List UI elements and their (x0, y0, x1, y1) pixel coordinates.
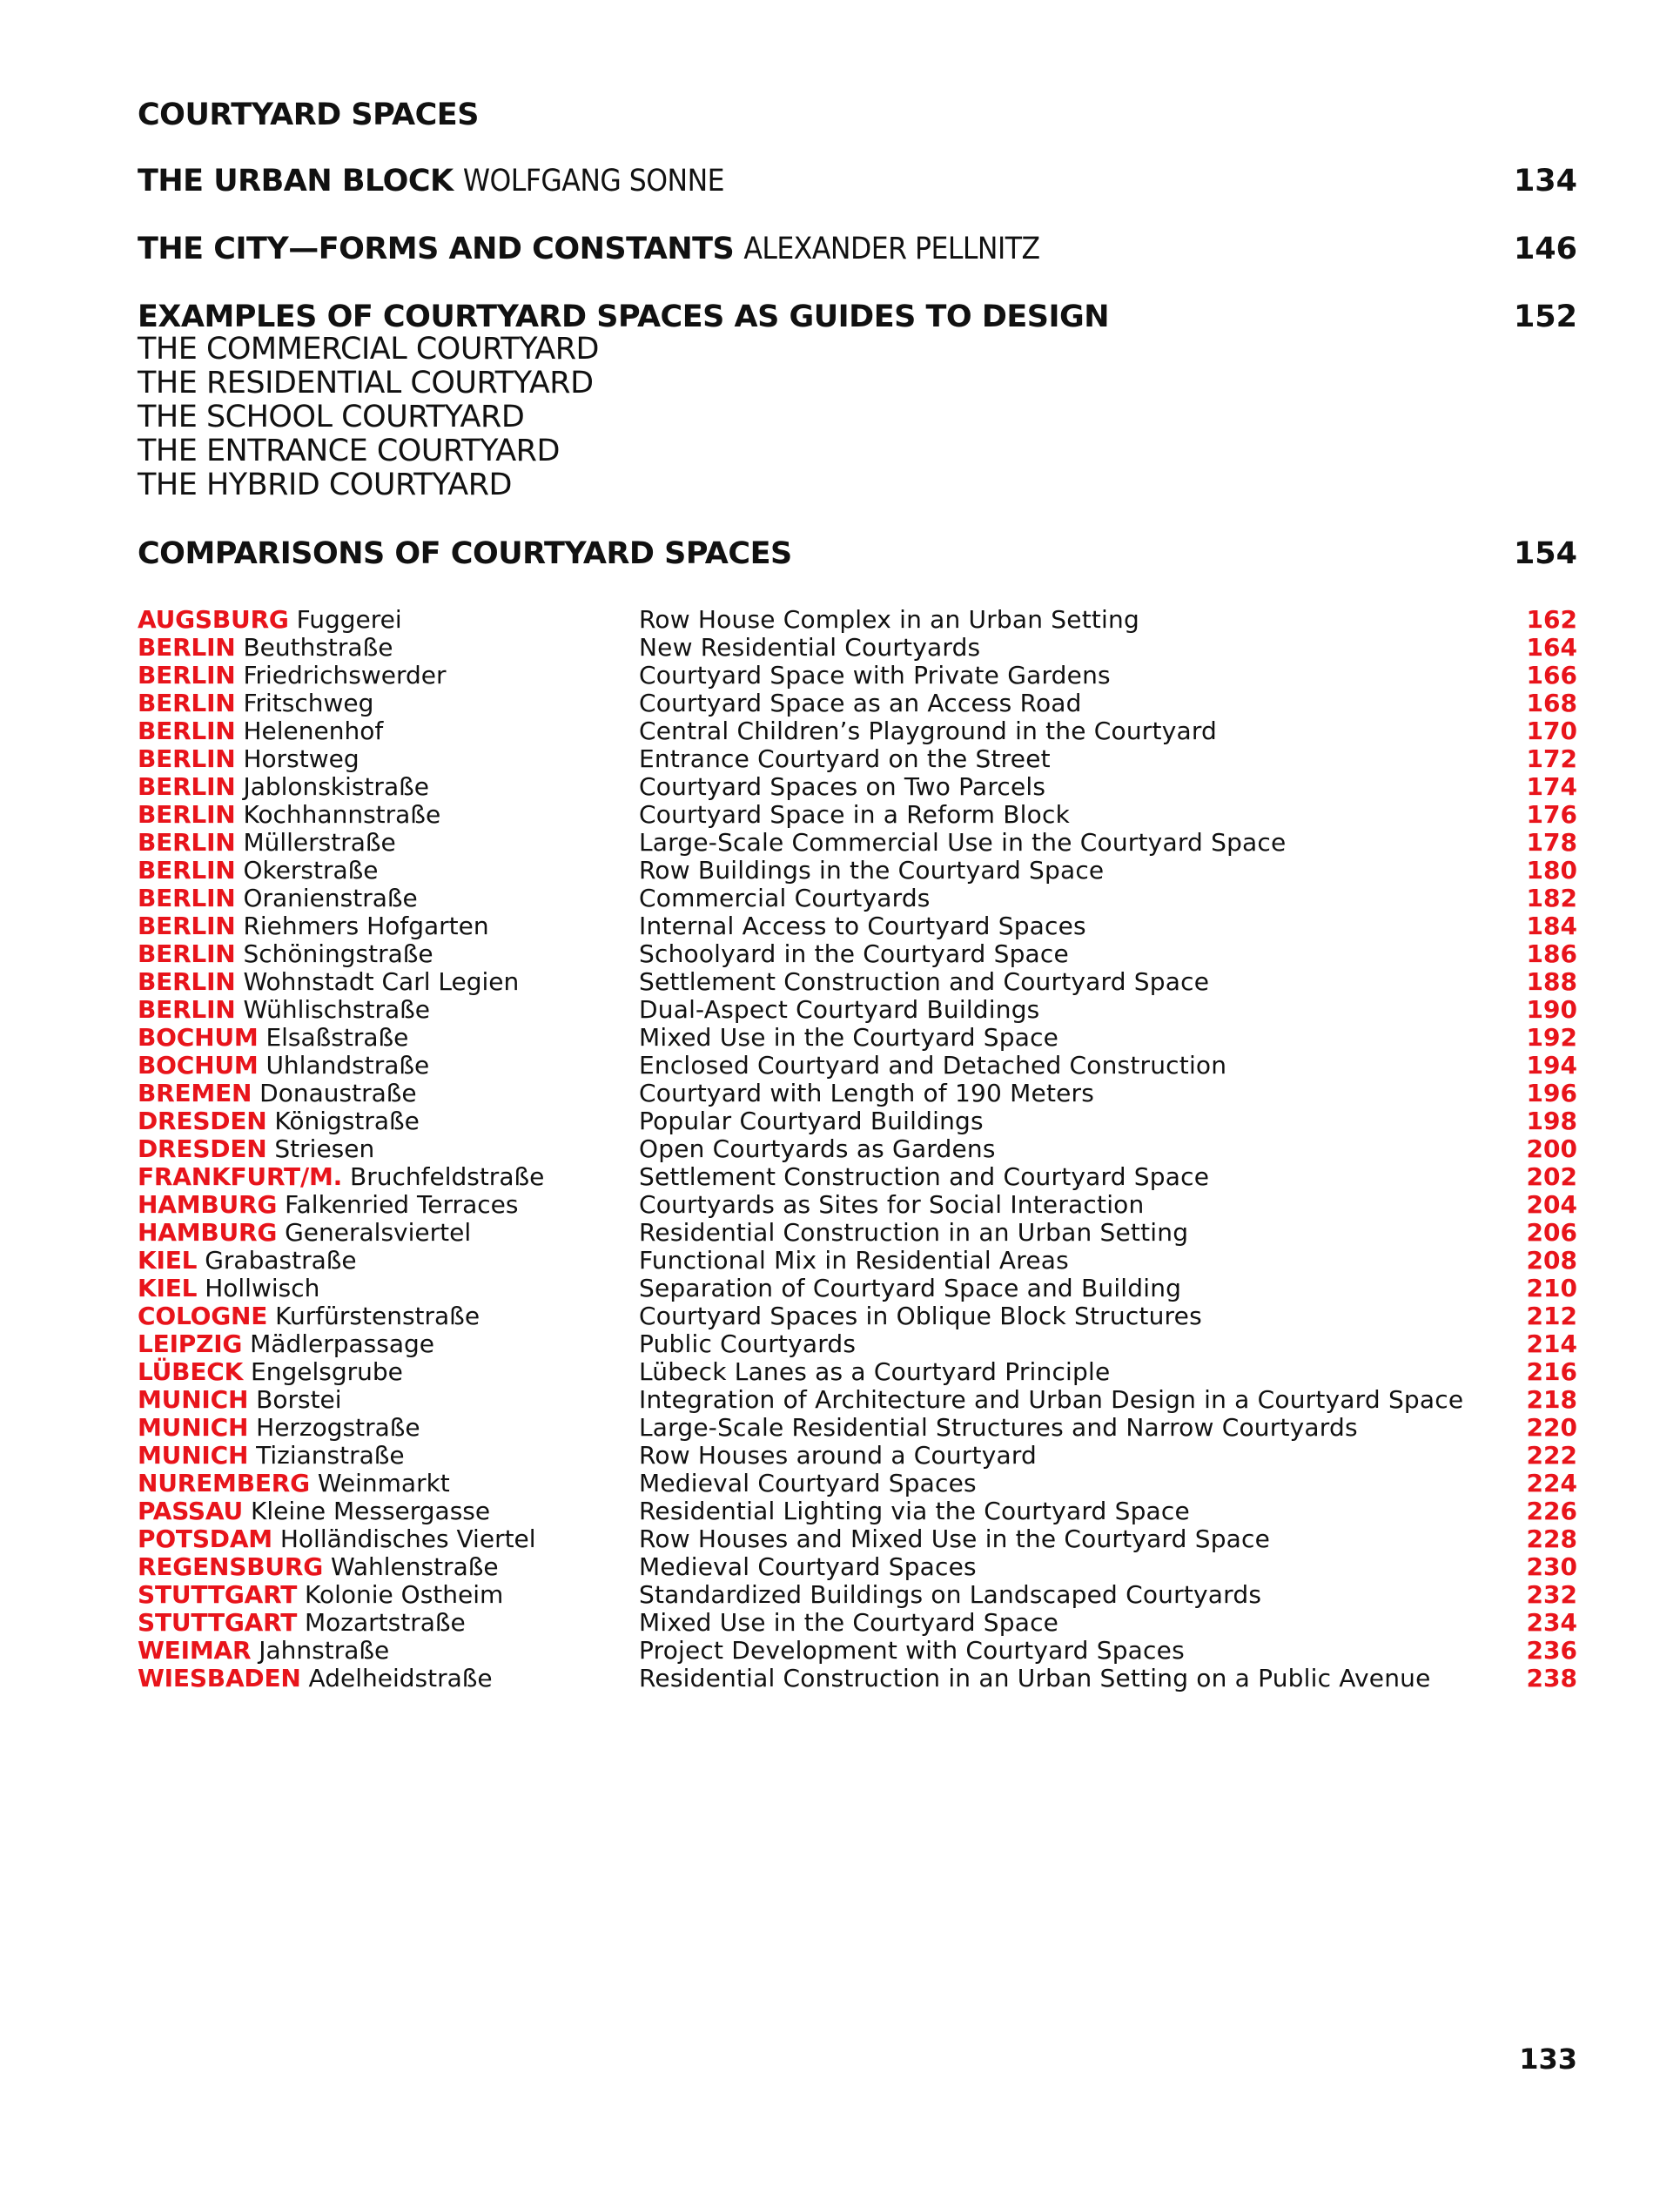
project-description: Medieval Courtyard Spaces (639, 1469, 977, 1497)
street-name: Borstei (256, 1385, 342, 1414)
project-description: Large-Scale Residential Structures and Narrow Courtyards (639, 1413, 1358, 1442)
toc-entry-comparisons[interactable] (138, 536, 1577, 571)
project-description: Schoolyard in the Courtyard Space (639, 939, 1069, 968)
index-row[interactable] (138, 606, 1577, 634)
street-name: Kochhannstraße (243, 800, 441, 829)
street-name: Engelsgrube (251, 1357, 403, 1386)
city-name: BERLIN (138, 717, 236, 745)
city-name: BERLIN (138, 967, 236, 996)
city-name: BOCHUM (138, 1051, 259, 1080)
street-name: Grabastraße (205, 1246, 357, 1275)
index-row[interactable] (138, 857, 1577, 885)
city-name: MUNICH (138, 1385, 249, 1414)
city-name: BERLIN (138, 884, 236, 912)
street-name: Herzogstraße (256, 1413, 420, 1442)
page-ref: 170 (1526, 717, 1577, 745)
index-row[interactable] (138, 1302, 1577, 1330)
city-name: HAMBURG (138, 1218, 278, 1247)
project-description: Commercial Courtyards (639, 884, 931, 912)
city-name: BERLIN (138, 689, 236, 717)
index-row[interactable] (138, 773, 1577, 801)
index-row[interactable] (138, 1330, 1577, 1358)
street-name: Oranienstraße (243, 884, 418, 912)
examples-sub-list (138, 333, 599, 502)
project-description: Settlement Construction and Courtyard Space (639, 967, 1210, 996)
project-description: Internal Access to Courtyard Spaces (639, 912, 1086, 940)
page-ref: 186 (1526, 939, 1577, 968)
street-name: Adelheidstraße (308, 1664, 493, 1693)
page-ref: 228 (1526, 1524, 1577, 1553)
index-row[interactable] (138, 1275, 1577, 1302)
street-name: Königstraße (274, 1107, 420, 1135)
index-row[interactable] (138, 1525, 1577, 1553)
page-ref: 218 (1526, 1385, 1577, 1414)
entry-page: 134 (1513, 164, 1577, 199)
street-name: Kleine Messergasse (250, 1497, 491, 1525)
page-ref: 220 (1526, 1413, 1577, 1442)
page-ref: 168 (1526, 689, 1577, 717)
page-ref: 236 (1526, 1636, 1577, 1665)
project-description: Mixed Use in the Courtyard Space (639, 1608, 1059, 1637)
city-name: KIEL (138, 1246, 198, 1275)
entry-page: 146 (1513, 232, 1577, 266)
page-ref: 224 (1526, 1469, 1577, 1497)
index-row[interactable] (138, 1358, 1577, 1386)
index-row[interactable] (138, 1191, 1577, 1219)
page-ref: 202 (1526, 1162, 1577, 1191)
city-name: BERLIN (138, 772, 236, 801)
city-name: LÜBECK (138, 1357, 244, 1386)
city-name: MUNICH (138, 1441, 249, 1470)
street-name: Jablonskistraße (243, 772, 429, 801)
page-ref: 178 (1526, 828, 1577, 857)
index-row[interactable] (138, 801, 1577, 829)
project-description: New Residential Courtyards (639, 633, 981, 662)
index-row[interactable] (138, 1247, 1577, 1275)
toc-entry-examples[interactable] (138, 299, 1577, 334)
street-name: Generalsviertel (285, 1218, 472, 1247)
entry-author: WOLFGANG SONNE (462, 164, 725, 199)
city-name: BERLIN (138, 744, 236, 773)
project-description: Integration of Architecture and Urban Design in a Courtyard Space (639, 1385, 1464, 1414)
city-name: FRANKFURT/M. (138, 1162, 343, 1191)
section-title: COURTYARD SPACES (138, 98, 479, 132)
page-ref: 192 (1526, 1023, 1577, 1052)
street-name: Holländisches Viertel (279, 1524, 536, 1553)
city-name: DRESDEN (138, 1134, 267, 1163)
city-name: KIEL (138, 1274, 198, 1302)
entry-page: 152 (1513, 299, 1577, 334)
index-row[interactable] (138, 1553, 1577, 1581)
street-name: Kurfürstenstraße (275, 1302, 480, 1330)
index-row[interactable] (138, 1163, 1577, 1191)
street-name: Wahlenstraße (330, 1552, 499, 1581)
project-description: Courtyard with Length of 190 Meters (639, 1079, 1095, 1107)
page-ref: 174 (1526, 772, 1577, 801)
street-name: Fritschweg (243, 689, 374, 717)
index-row[interactable] (138, 1024, 1577, 1052)
street-name: Uhlandstraße (265, 1051, 430, 1080)
entry-title: COMPARISONS OF COURTYARD SPACES (138, 536, 792, 571)
project-description: Residential Lighting via the Courtyard Space (639, 1497, 1190, 1525)
index-row[interactable] (138, 1052, 1577, 1080)
city-name: MUNICH (138, 1413, 249, 1442)
street-name: Tizianstraße (256, 1441, 405, 1470)
page-ref: 232 (1526, 1580, 1577, 1609)
project-description: Large-Scale Commercial Use in the Courtyard Space (639, 828, 1287, 857)
city-name: BERLIN (138, 939, 236, 968)
city-name: BREMEN (138, 1079, 252, 1107)
street-name: Striesen (274, 1134, 375, 1163)
project-description: Separation of Courtyard Space and Building (639, 1274, 1182, 1302)
index-row[interactable] (138, 1609, 1577, 1637)
city-name: LEIPZIG (138, 1329, 243, 1358)
page-ref: 188 (1526, 967, 1577, 996)
street-name: Beuthstraße (243, 633, 393, 662)
city-name: BERLIN (138, 912, 236, 940)
project-description: Settlement Construction and Courtyard Space (639, 1162, 1210, 1191)
page-ref: 180 (1526, 856, 1577, 885)
city-name: WIESBADEN (138, 1664, 301, 1693)
city-name: AUGSBURG (138, 605, 289, 634)
index-row[interactable] (138, 1135, 1577, 1163)
toc-page (138, 0, 1577, 2194)
street-name: Donaustraße (259, 1079, 417, 1107)
project-description: Public Courtyards (639, 1329, 857, 1358)
index-row[interactable] (138, 717, 1577, 745)
index-row[interactable] (138, 745, 1577, 773)
page-ref: 196 (1526, 1079, 1577, 1107)
city-name: BERLIN (138, 995, 236, 1024)
page-ref: 222 (1526, 1441, 1577, 1470)
city-name: WEIMAR (138, 1636, 252, 1665)
project-description: Courtyard Space with Private Gardens (639, 661, 1111, 690)
city-name: COLOGNE (138, 1302, 268, 1330)
toc-entry-urban-block[interactable] (138, 164, 1577, 199)
project-description: Lübeck Lanes as a Courtyard Principle (639, 1357, 1111, 1386)
index-row[interactable] (138, 1470, 1577, 1497)
sub-item[interactable]: THE HYBRID COURTYARD (138, 468, 512, 502)
city-name: NUREMBERG (138, 1469, 310, 1497)
city-name: BERLIN (138, 633, 236, 662)
street-name: Falkenried Terraces (285, 1190, 519, 1219)
page-ref: 212 (1526, 1302, 1577, 1330)
index-row[interactable] (138, 1497, 1577, 1525)
page-number: 133 (1519, 2043, 1577, 2076)
project-description: Courtyard Space in a Reform Block (639, 800, 1070, 829)
toc-entry-city-forms[interactable] (138, 232, 1577, 266)
street-name: Wohnstadt Carl Legien (243, 967, 520, 996)
street-name: Horstweg (243, 744, 360, 773)
project-description: Entrance Courtyard on the Street (639, 744, 1051, 773)
index-row[interactable] (138, 1080, 1577, 1107)
project-description: Medieval Courtyard Spaces (639, 1552, 977, 1581)
street-name: Okerstraße (243, 856, 379, 885)
index-row[interactable] (138, 968, 1577, 996)
project-description: Courtyard Space as an Access Road (639, 689, 1082, 717)
page-ref: 190 (1526, 995, 1577, 1024)
project-description: Row Houses and Mixed Use in the Courtyard Space (639, 1524, 1271, 1553)
index-row[interactable] (138, 912, 1577, 940)
project-description: Dual-Aspect Courtyard Buildings (639, 995, 1040, 1024)
entry-title: EXAMPLES OF COURTYARD SPACES AS GUIDES TO DESIGN (138, 299, 1110, 334)
project-description: Functional Mix in Residential Areas (639, 1246, 1069, 1275)
project-description: Row Houses around a Courtyard (639, 1441, 1038, 1470)
project-description: Popular Courtyard Buildings (639, 1107, 984, 1135)
project-description: Row Buildings in the Courtyard Space (639, 856, 1105, 885)
street-name: Wühlischstraße (243, 995, 431, 1024)
city-name: PASSAU (138, 1497, 244, 1525)
index-row[interactable] (138, 1386, 1577, 1414)
project-description: Residential Construction in an Urban Setting (639, 1218, 1189, 1247)
entry-page: 154 (1513, 536, 1577, 571)
index-row[interactable] (138, 1107, 1577, 1135)
street-name: Mädlerpassage (250, 1329, 434, 1358)
project-description: Row House Complex in an Urban Setting (639, 605, 1139, 634)
street-name: Elsaßstraße (265, 1023, 409, 1052)
street-name: Fuggerei (296, 605, 402, 634)
page-ref: 194 (1526, 1051, 1577, 1080)
page-ref: 162 (1526, 605, 1577, 634)
page-ref: 176 (1526, 800, 1577, 829)
page-ref: 238 (1526, 1664, 1577, 1693)
entry-title: THE CITY—FORMS AND CONSTANTS (138, 232, 735, 266)
entry-author: ALEXANDER PELLNITZ (743, 232, 1040, 266)
sub-item[interactable]: THE ENTRANCE COURTYARD (138, 434, 560, 468)
city-name: BERLIN (138, 828, 236, 857)
city-name: BERLIN (138, 661, 236, 690)
index-row[interactable] (138, 996, 1577, 1024)
index-row[interactable] (138, 1219, 1577, 1247)
city-name: BOCHUM (138, 1023, 259, 1052)
project-description: Standardized Buildings on Landscaped Courtyards (639, 1580, 1262, 1609)
page-ref: 226 (1526, 1497, 1577, 1525)
street-name: Friedrichswerder (243, 661, 447, 690)
index-row[interactable] (138, 940, 1577, 968)
comparison-index-list (138, 606, 1577, 1693)
entry-title: THE URBAN BLOCK (138, 164, 454, 199)
page-ref: 208 (1526, 1246, 1577, 1275)
street-name: Kolonie Ostheim (305, 1580, 504, 1609)
city-name: DRESDEN (138, 1107, 267, 1135)
project-description: Courtyards as Sites for Social Interaction (639, 1190, 1145, 1219)
page-ref: 164 (1526, 633, 1577, 662)
street-name: Schöningstraße (243, 939, 433, 968)
project-description: Central Children’s Playground in the Courtyard (639, 717, 1218, 745)
index-row[interactable] (138, 662, 1577, 690)
city-name: BERLIN (138, 856, 236, 885)
page-ref: 172 (1526, 744, 1577, 773)
city-name: POTSDAM (138, 1524, 272, 1553)
page-ref: 182 (1526, 884, 1577, 912)
street-name: Mozartstraße (305, 1608, 466, 1637)
project-description: Courtyard Spaces on Two Parcels (639, 772, 1046, 801)
index-row[interactable] (138, 1414, 1577, 1442)
city-name: HAMBURG (138, 1190, 278, 1219)
street-name: Weinmarkt (317, 1469, 450, 1497)
index-row[interactable] (138, 829, 1577, 857)
street-name: Bruchfeldstraße (350, 1162, 545, 1191)
city-name: BERLIN (138, 800, 236, 829)
index-row[interactable] (138, 690, 1577, 717)
page-ref: 230 (1526, 1552, 1577, 1581)
page-ref: 206 (1526, 1218, 1577, 1247)
page-ref: 198 (1526, 1107, 1577, 1135)
page-ref: 214 (1526, 1329, 1577, 1358)
sub-item[interactable]: THE SCHOOL COURTYARD (138, 400, 525, 434)
project-description: Open Courtyards as Gardens (639, 1134, 996, 1163)
street-name: Müllerstraße (243, 828, 396, 857)
sub-item[interactable]: THE RESIDENTIAL COURTYARD (138, 366, 594, 400)
index-row[interactable] (138, 1581, 1577, 1609)
city-name: REGENSBURG (138, 1552, 324, 1581)
index-row[interactable] (138, 885, 1577, 912)
index-row[interactable] (138, 634, 1577, 662)
project-description: Residential Construction in an Urban Setting on a Public Avenue (639, 1664, 1431, 1693)
street-name: Hollwisch (205, 1274, 320, 1302)
index-row[interactable] (138, 1442, 1577, 1470)
project-description: Mixed Use in the Courtyard Space (639, 1023, 1059, 1052)
project-description: Project Development with Courtyard Spaces (639, 1636, 1185, 1665)
page-ref: 234 (1526, 1608, 1577, 1637)
page-ref: 200 (1526, 1134, 1577, 1163)
street-name: Helenenhof (243, 717, 384, 745)
sub-item[interactable]: THE COMMERCIAL COURTYARD (138, 332, 599, 367)
page-ref: 204 (1526, 1190, 1577, 1219)
page-ref: 184 (1526, 912, 1577, 940)
street-name: Jahnstraße (259, 1636, 390, 1665)
page-ref: 216 (1526, 1357, 1577, 1386)
page-ref: 210 (1526, 1274, 1577, 1302)
city-name: STUTTGART (138, 1580, 298, 1609)
page-ref: 166 (1526, 661, 1577, 690)
index-row[interactable] (138, 1637, 1577, 1665)
project-description: Enclosed Courtyard and Detached Construction (639, 1051, 1227, 1080)
index-row[interactable] (138, 1665, 1577, 1693)
city-name: STUTTGART (138, 1608, 298, 1637)
street-name: Riehmers Hofgarten (243, 912, 489, 940)
project-description: Courtyard Spaces in Oblique Block Structures (639, 1302, 1202, 1330)
